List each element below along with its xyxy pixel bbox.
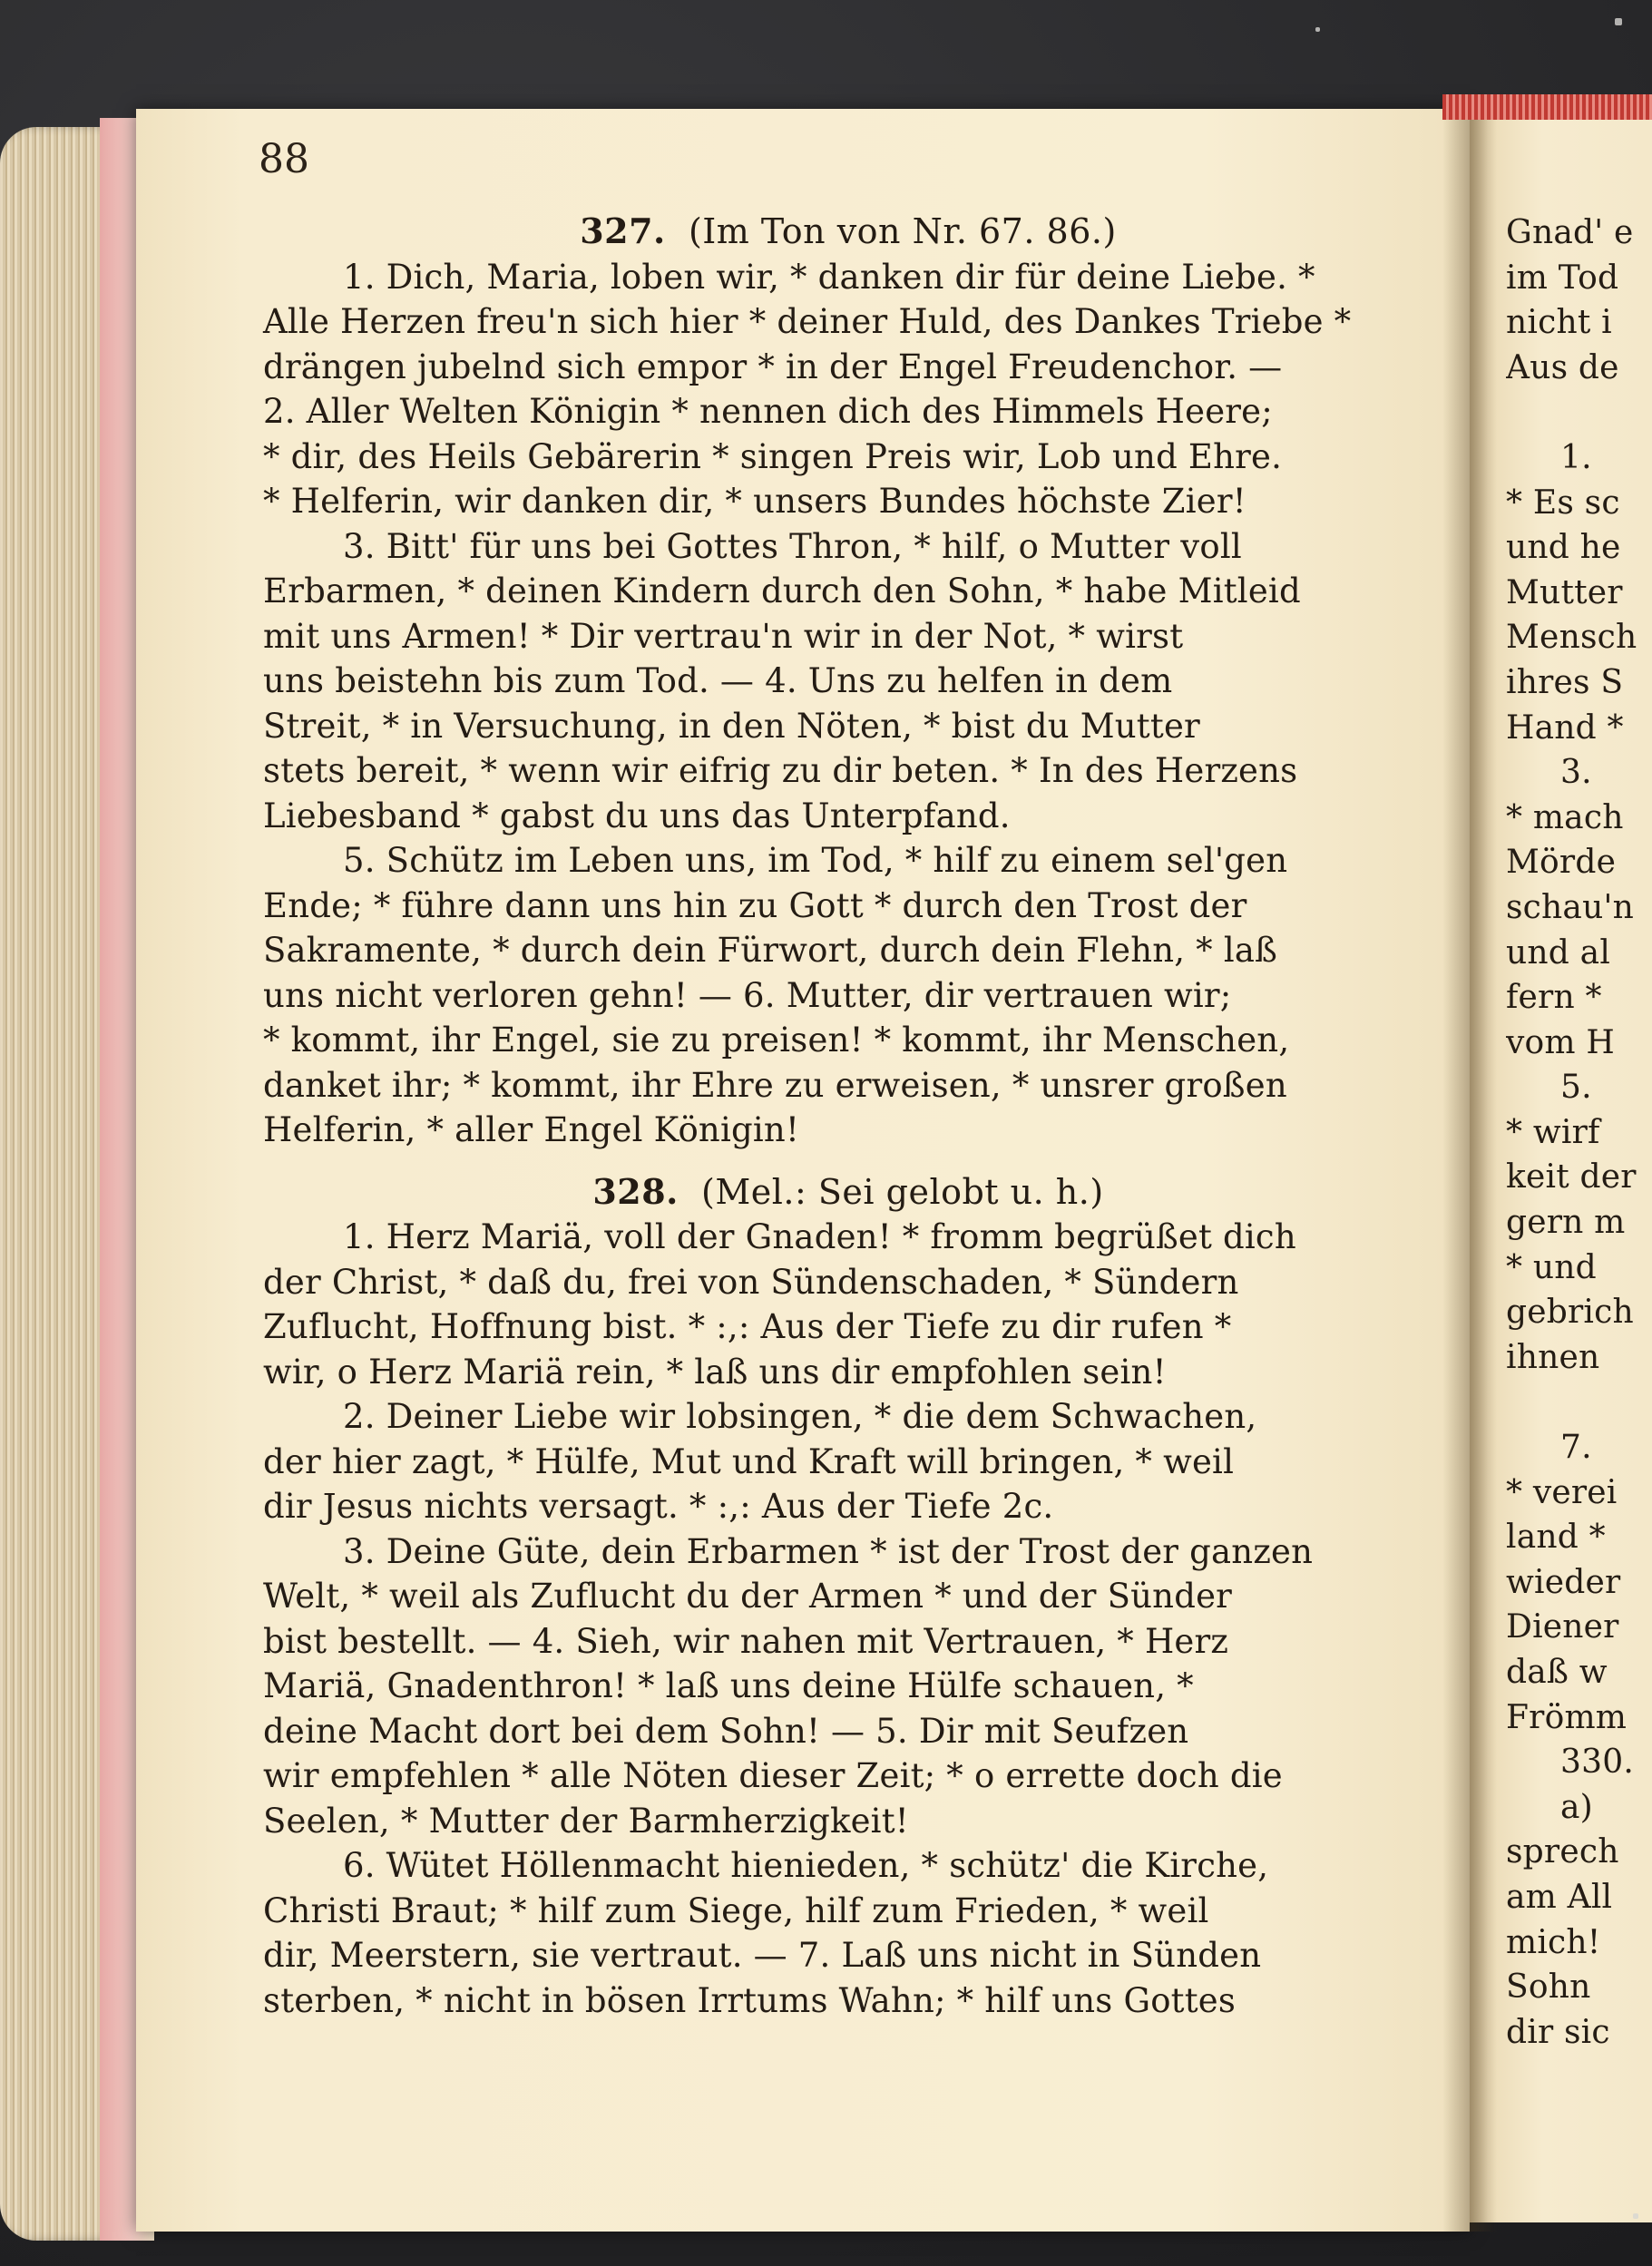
- text-line: Ende; * führe dann uns hin zu Gott * durch den Trost der: [263, 885, 1247, 925]
- right-page-line: und al: [1506, 933, 1611, 972]
- text-line: stets bereit, * wenn wir eifrig zu dir beten. * In des Herzens: [263, 751, 1298, 790]
- text-line: drängen jubelnd sich empor * in der Engel Freudenchor. —: [263, 347, 1283, 386]
- right-page-line: daß w: [1506, 1654, 1608, 1691]
- right-page-line: Frömm: [1506, 1698, 1628, 1736]
- text-line: 1. Herz Mariä, voll der Gnaden! * fromm begrüßet dich: [343, 1217, 1296, 1256]
- hymn-327-tune: (Im Ton von Nr. 67. 86.): [688, 211, 1117, 251]
- text-line: Zuflucht, Hoffnung bist. * :,: Aus der Tiefe zu dir rufen *: [263, 1307, 1232, 1346]
- right-page-line: und he: [1506, 529, 1621, 567]
- text-line: 3. Bitt' für uns bei Gottes Thron, * hilf, o Mutter voll: [343, 526, 1242, 566]
- right-page-line: mich!: [1506, 1923, 1601, 1961]
- text-line: Sakramente, * durch dein Fürwort, durch dein Flehn, * laß: [263, 931, 1278, 970]
- hymn-328-tune: (Mel.: Sei gelobt u. h.): [701, 1171, 1104, 1212]
- text-line: der Christ, * daß du, frei von Sündenschaden, * Sündern: [263, 1262, 1239, 1302]
- right-page-line: ihres S: [1506, 663, 1624, 701]
- right-page-line: am All: [1506, 1878, 1613, 1916]
- left-page-text: [263, 209, 1433, 2023]
- text-line: 1. Dich, Maria, loben wir, * danken dir für deine Liebe. *: [343, 257, 1315, 297]
- text-line: Liebesband * gabst du uns das Unterpfand.: [263, 796, 1011, 835]
- text-line: 2. Deiner Liebe wir lobsingen, * die dem Schwachen,: [343, 1397, 1257, 1436]
- text-line: Alle Herzen freu'n sich hier * deiner Huld, des Dankes Triebe *: [263, 302, 1352, 341]
- fiber-speck: [1315, 27, 1320, 32]
- hymn-328-number: 328.: [592, 1170, 679, 1212]
- text-line: 3. Deine Güte, dein Erbarmen * ist der Trost der ganzen: [343, 1531, 1314, 1571]
- hymn-327-heading: [263, 209, 1433, 255]
- right-page-line: ihnen: [1506, 1338, 1600, 1376]
- right-page-line: Hand *: [1506, 708, 1624, 747]
- text-line: Christi Braut; * hilf zum Siege, hilf zum Frieden, * weil: [263, 1890, 1209, 1930]
- fiber-speck: [1615, 18, 1622, 25]
- right-page-line: gebrich: [1506, 1294, 1634, 1332]
- text-line: wir empfehlen * alle Nöten dieser Zeit; * o errette doch die: [263, 1756, 1283, 1795]
- right-page-line: schau'n: [1506, 888, 1634, 926]
- right-page-line: land *: [1506, 1519, 1606, 1557]
- right-page-line: Sohn: [1506, 1968, 1591, 2007]
- text-line: * kommt, ihr Engel, sie zu preisen! * kommt, ihr Menschen,: [263, 1021, 1290, 1060]
- right-page-line: Diener: [1506, 1608, 1619, 1646]
- text-line: * dir, des Heils Gebärerin * singen Preis wir, Lob und Ehre.: [263, 436, 1283, 476]
- right-page-line: 5.: [1560, 1069, 1592, 1107]
- hymn-327-number: 327.: [580, 210, 666, 251]
- right-page-line: * mach: [1506, 798, 1624, 836]
- right-page-line: * Es sc: [1506, 483, 1620, 522]
- text-line: 6. Wütet Höllenmacht hienieden, * schütz' die Kirche,: [343, 1846, 1269, 1885]
- right-page-line: * wirf: [1506, 1113, 1600, 1151]
- text-line: sterben, * nicht in bösen Irrtums Wahn; * hilf uns Gottes: [263, 1980, 1237, 2020]
- text-line: Streit, * in Versuchung, in den Nöten, * bist du Mutter: [263, 706, 1200, 746]
- text-line: Welt, * weil als Zuflucht du der Armen * und der Sünder: [263, 1577, 1233, 1616]
- text-line: Erbarmen, * deinen Kindern durch den Sohn, * habe Mitleid: [263, 571, 1301, 610]
- right-page-line: keit der: [1506, 1158, 1637, 1196]
- right-page-line: 7.: [1560, 1429, 1592, 1467]
- hymn-328-heading: [263, 1169, 1433, 1216]
- red-top-edge: [1442, 94, 1652, 120]
- text-line: danket ihr; * kommt, ihr Ehre zu erweisen, * unsrer großen: [263, 1065, 1287, 1105]
- text-line: uns nicht verloren gehn! — 6. Mutter, dir vertrauen wir;: [263, 975, 1232, 1015]
- right-page-line: [1506, 1380, 1651, 1425]
- right-page-text: [1506, 210, 1651, 2055]
- text-line: Seelen, * Mutter der Barmherzigkeit!: [263, 1801, 909, 1841]
- right-page-line: sprech: [1506, 1833, 1619, 1871]
- text-line: Helferin, * aller Engel Königin!: [263, 1110, 800, 1149]
- text-line: der hier zagt, * Hülfe, Mut und Kraft will bringen, * weil: [263, 1441, 1235, 1481]
- text-line: bist bestellt. — 4. Sieh, wir nahen mit Vertrauen, * Herz: [263, 1621, 1229, 1661]
- right-page-line: Mörde: [1506, 844, 1617, 882]
- right-page-line: dir sic: [1506, 2013, 1610, 2051]
- text-line: 2. Aller Welten Königin * nennen dich des Himmels Heere;: [263, 392, 1273, 431]
- text-line: wir, o Herz Mariä rein, * laß uns dir empfohlen sein!: [263, 1352, 1167, 1392]
- right-page-line: Mensch: [1506, 619, 1637, 657]
- right-page-line: Mutter: [1506, 573, 1623, 611]
- text-line: uns beistehn bis zum Tod. — 4. Uns zu helfen in dem: [263, 661, 1173, 700]
- right-page-line: 330.: [1560, 1743, 1634, 1782]
- right-page-line: Aus de: [1506, 348, 1619, 386]
- right-page-line: Gnad' e: [1506, 214, 1634, 251]
- right-page-line: a): [1560, 1788, 1593, 1826]
- text-line: dir Jesus nichts versagt. * :,: Aus der Tiefe 2c.: [263, 1487, 1054, 1526]
- text-line: dir, Meerstern, sie vertraut. — 7. Laß uns nicht in Sünden: [263, 1936, 1262, 1975]
- right-page-line: * verei: [1506, 1473, 1618, 1511]
- right-page-line: [1506, 390, 1651, 435]
- gutter-shadow: [1442, 100, 1497, 2232]
- page-number: 88: [259, 136, 309, 182]
- text-line: * Helferin, wir danken dir, * unsers Bundes höchste Zier!: [263, 482, 1246, 521]
- text-line: deine Macht dort bei dem Sohn! — 5. Dir mit Seufzen: [263, 1711, 1189, 1751]
- right-page-line: 1.: [1560, 438, 1592, 476]
- text-line: mit uns Armen! * Dir vertrau'n wir in der Not, * wirst: [263, 616, 1184, 656]
- text-line: Mariä, Gnadenthron! * laß uns deine Hülfe schauen, *: [263, 1666, 1194, 1705]
- right-page-line: nicht i: [1506, 304, 1612, 342]
- fiber-speck: [1633, 2213, 1638, 2219]
- right-page-line: gern m: [1506, 1204, 1626, 1242]
- right-page-line: im Tod: [1506, 259, 1619, 297]
- right-page-line: wieder: [1506, 1563, 1621, 1601]
- right-page-line: 3.: [1560, 754, 1592, 792]
- text-line: 5. Schütz im Leben uns, im Tod, * hilf zu einem sel'gen: [343, 841, 1288, 880]
- right-page-line: vom H: [1506, 1023, 1615, 1061]
- right-page-line: fern *: [1506, 979, 1602, 1017]
- right-page-line: * und: [1506, 1248, 1597, 1286]
